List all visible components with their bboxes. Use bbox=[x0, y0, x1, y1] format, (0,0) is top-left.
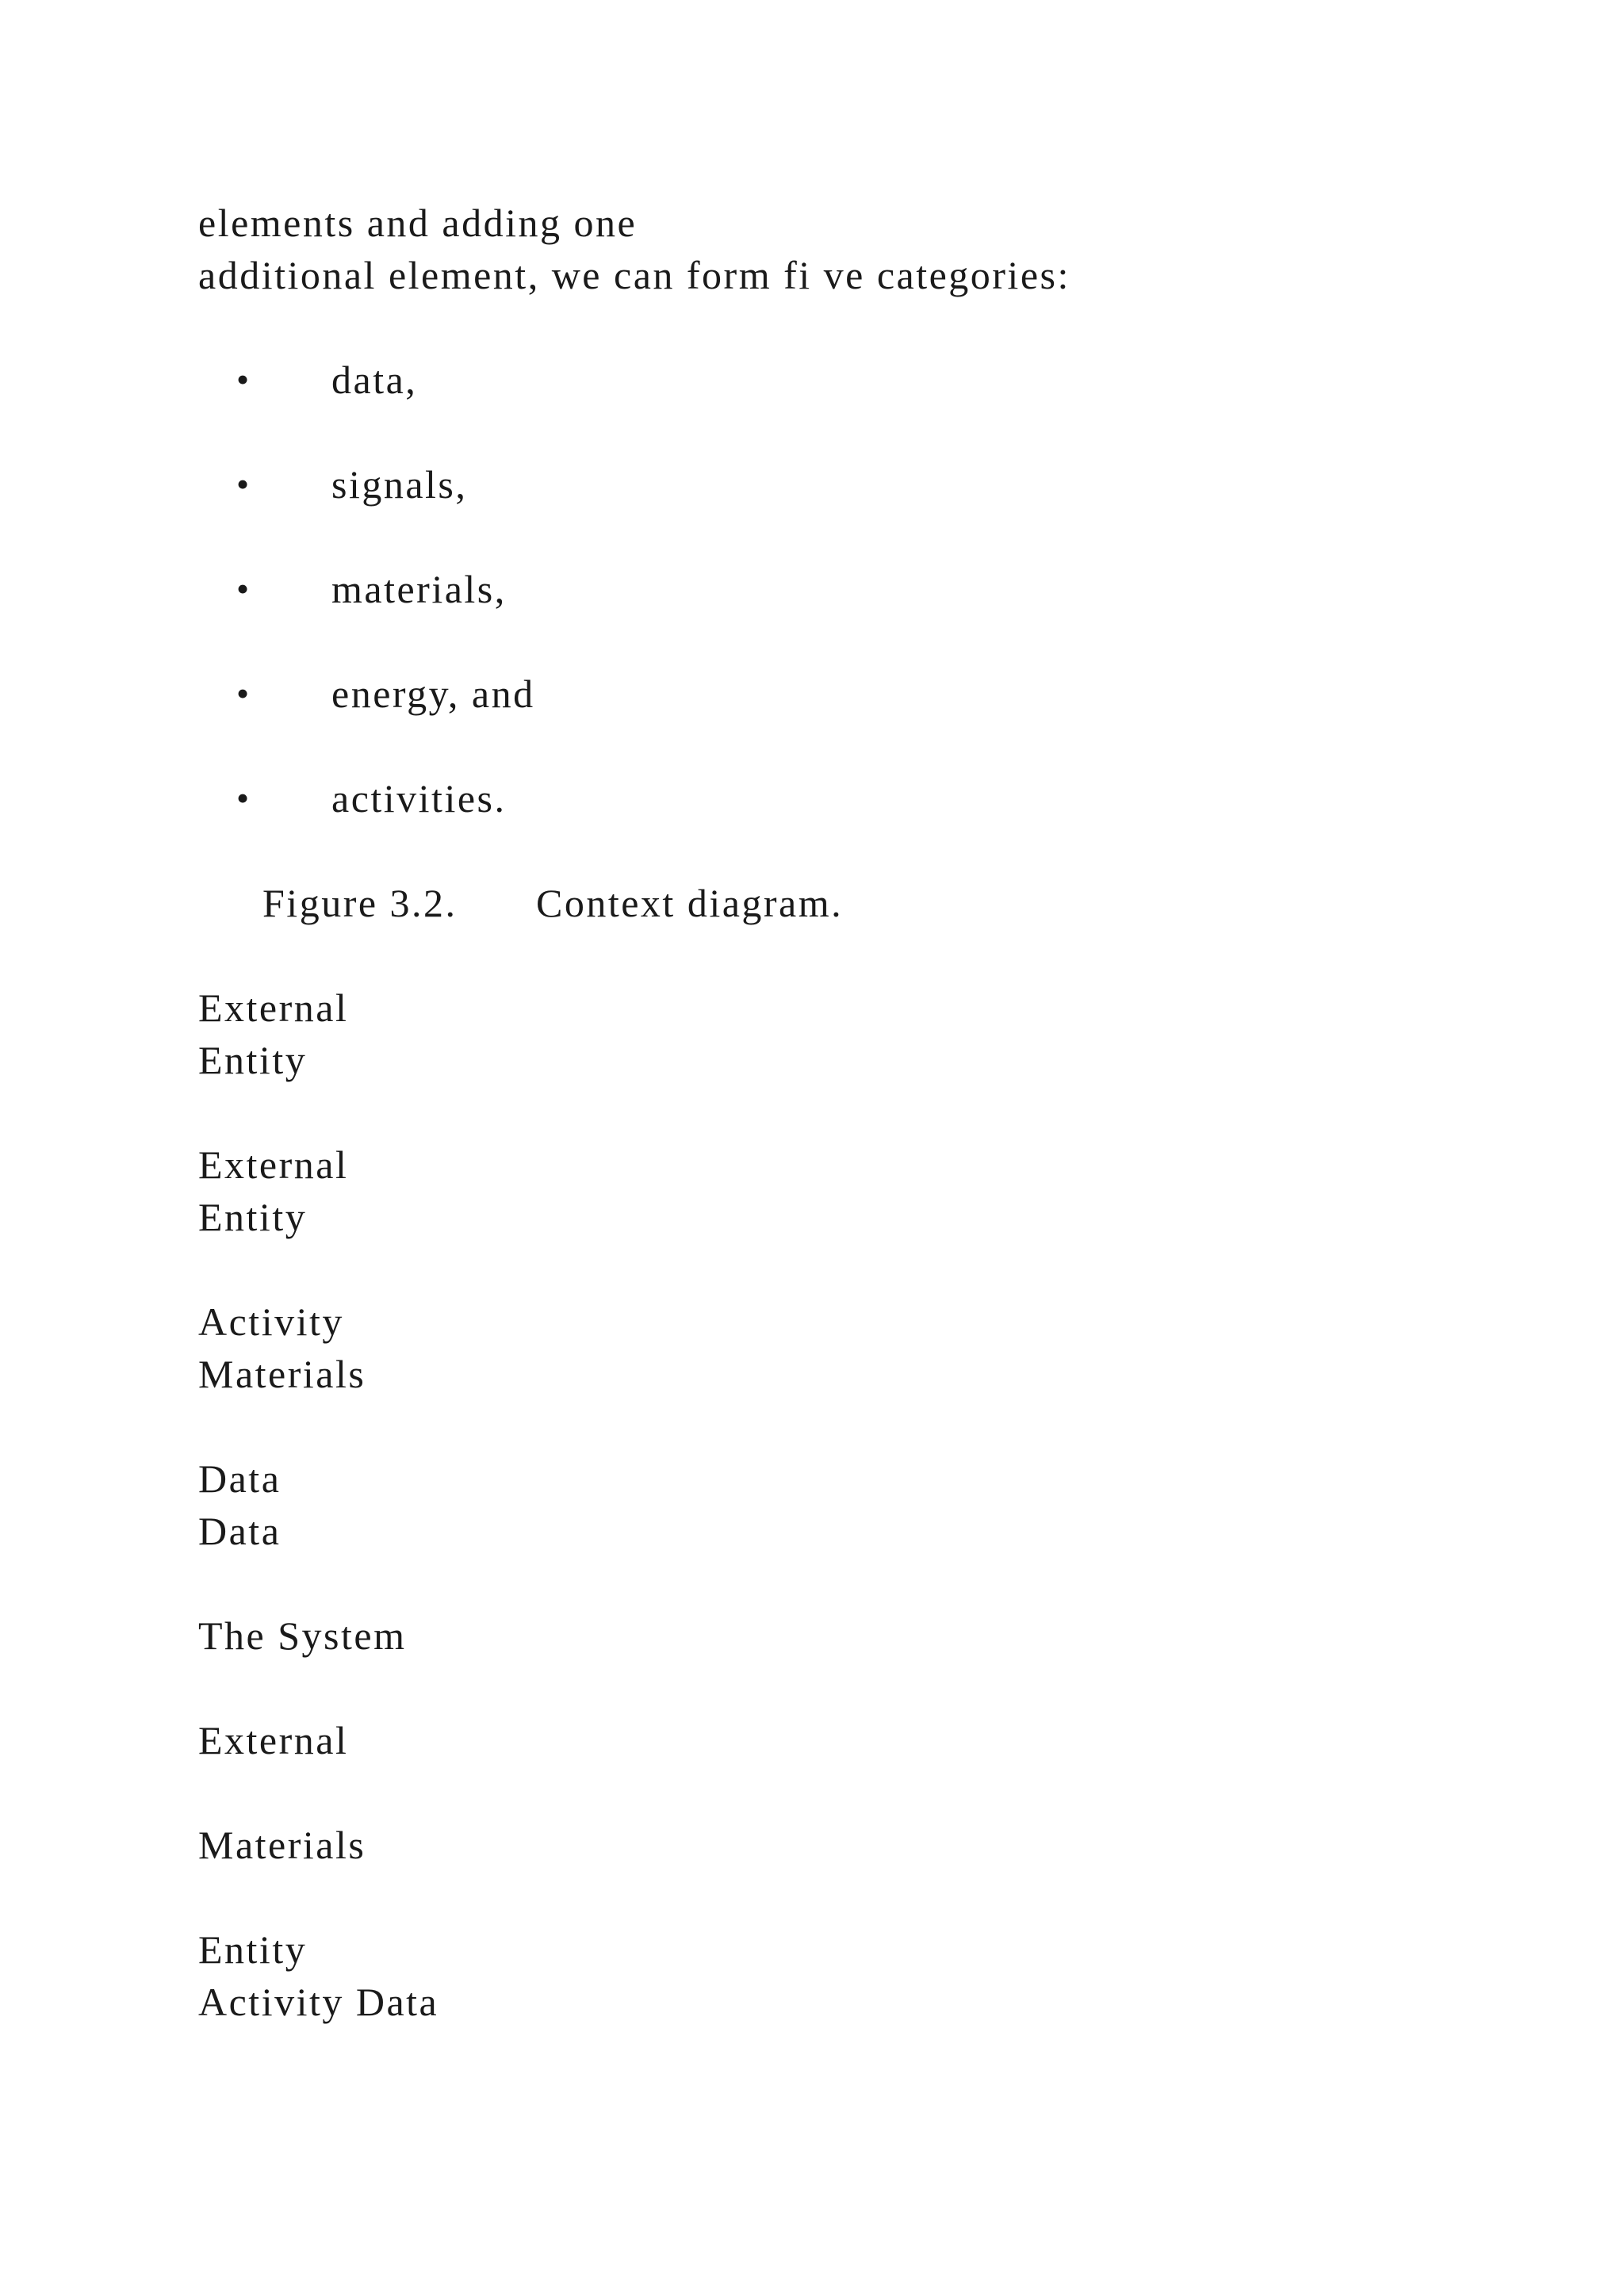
bullet-icon: • bbox=[236, 673, 250, 714]
diagram-label: External bbox=[198, 1718, 349, 1762]
diagram-label: Entity bbox=[198, 1195, 308, 1239]
list-item-text: energy, and bbox=[331, 672, 535, 716]
diagram-label: Activity Data bbox=[198, 1980, 439, 2024]
list-item-text: activities. bbox=[331, 776, 507, 821]
list-item-text: materials, bbox=[331, 567, 507, 611]
intro-line-1: elements and adding one bbox=[198, 201, 638, 245]
diagram-label: External bbox=[198, 985, 349, 1030]
diagram-label: Data bbox=[198, 1509, 282, 1553]
bullet-icon: • bbox=[236, 778, 250, 818]
diagram-label: External bbox=[198, 1142, 349, 1187]
list-item-text: data, bbox=[331, 358, 418, 402]
diagram-label: Activity bbox=[198, 1299, 344, 1344]
diagram-label: Entity bbox=[198, 1927, 308, 1972]
bullet-icon: • bbox=[236, 568, 250, 609]
diagram-label: The System bbox=[198, 1613, 407, 1658]
figure-number: Figure 3.2. bbox=[262, 881, 458, 925]
intro-line-2: additional element, we can form fi ve categories: bbox=[198, 253, 1071, 297]
figure-caption-text: Context diagram. bbox=[536, 881, 844, 925]
diagram-label: Materials bbox=[198, 1352, 366, 1396]
diagram-label: Entity bbox=[198, 1038, 308, 1082]
bullet-icon: • bbox=[236, 464, 250, 504]
bullet-icon: • bbox=[236, 359, 250, 400]
diagram-label: Data bbox=[198, 1456, 282, 1501]
list-item-text: signals, bbox=[331, 462, 468, 507]
diagram-label: Materials bbox=[198, 1823, 366, 1867]
